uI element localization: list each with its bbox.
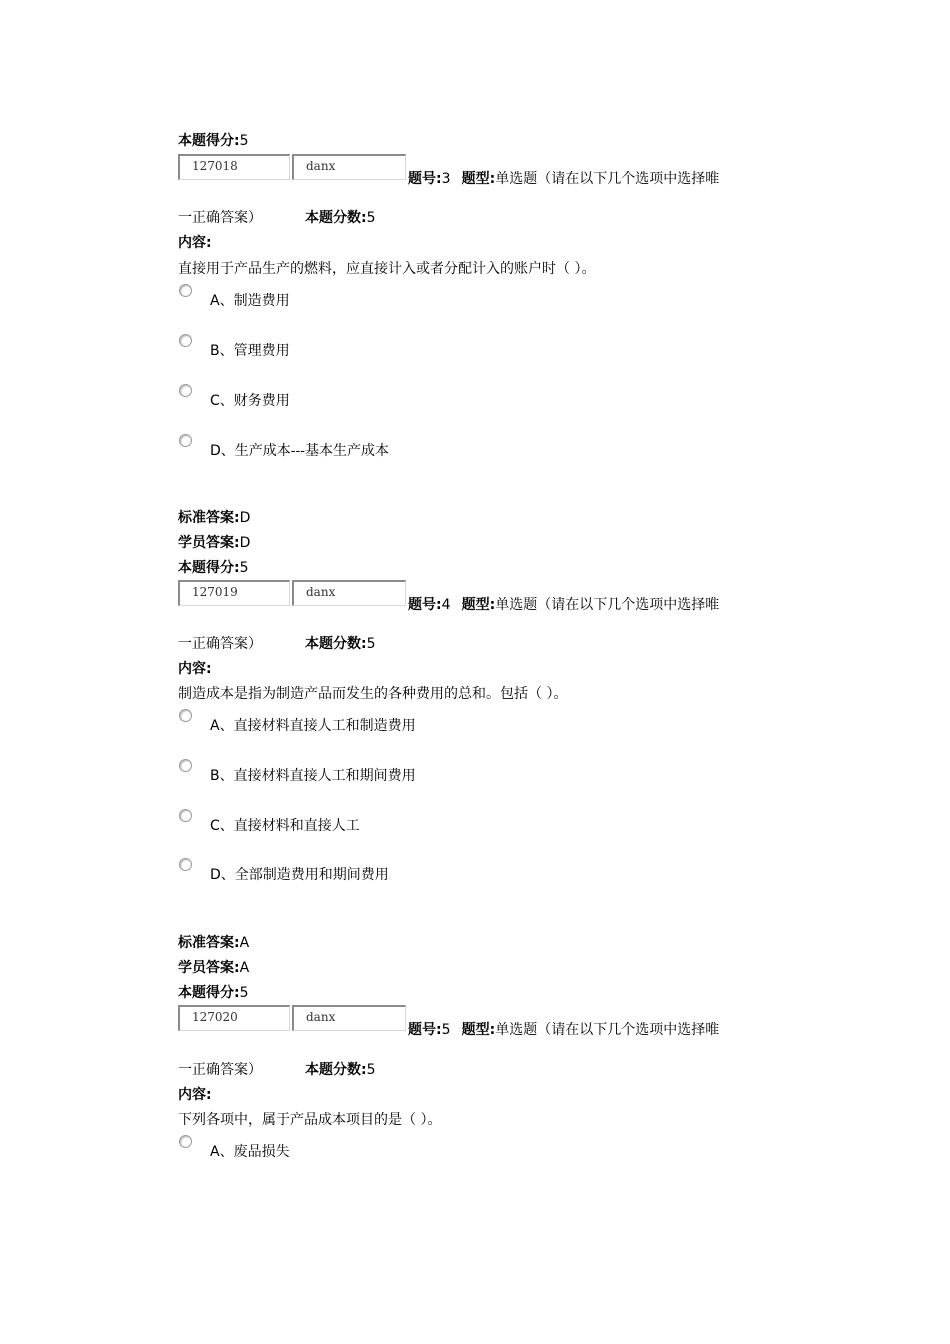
option-a [210,715,416,735]
option-letter: C、 [210,393,234,409]
question-points [305,207,376,227]
question-points-label: 本题分数: [305,1062,367,1078]
option-text: 直接材料直接人工和期间费用 [233,768,416,784]
student-answer-value: D [239,535,251,551]
question-content: 直接用于产品生产的燃料，应直接计入或者分配计入的账户时（ ）。 [178,261,596,277]
question-header [408,168,719,188]
question-no-value: 5 [441,1022,451,1038]
option-text: 管理费用 [233,343,290,359]
question-points-label: 本题分数: [305,636,367,652]
student-answer-value: A [239,960,250,976]
question-score [178,557,249,577]
student-answer [178,532,250,552]
question-header [408,594,719,614]
option-text: 直接材料直接人工和制造费用 [233,718,416,734]
question-no-value: 3 [441,171,451,187]
question-header-cont [178,207,262,227]
question-no-value: 4 [441,597,451,613]
radio-option-c[interactable] [179,809,192,822]
option-text: 生产成本---基本生产成本 [234,443,389,459]
option-letter: B、 [210,343,234,359]
standard-answer [178,507,250,527]
option-text: 直接材料和直接人工 [233,818,360,834]
question-type-text-cont: 一正确答案） [178,1062,262,1078]
question-header-cont [178,1059,262,1079]
question-no-label: 题号: [408,171,442,187]
question-id-field[interactable]: 127020 [178,1005,290,1031]
student-answer-label: 学员答案: [178,960,240,976]
standard-answer-value: A [239,935,250,951]
option-letter: C、 [210,818,234,834]
radio-option-a[interactable] [179,1135,192,1148]
score-label: 本题得分: [178,133,240,149]
question-id-field[interactable]: 127019 [178,580,290,606]
standard-answer [178,932,249,952]
question-points-value: 5 [366,636,376,652]
student-answer [178,957,249,977]
question-score-value: 5 [239,560,249,576]
question-type-field[interactable]: danx [292,154,406,180]
score-line [178,130,249,150]
question-header [408,1019,719,1039]
radio-option-b[interactable] [179,334,192,347]
question-points [305,1059,376,1079]
question-content: 下列各项中，属于产品成本项目的是（ ）。 [178,1112,442,1128]
option-text: 财务费用 [233,393,290,409]
option-letter: A、 [210,718,234,734]
question-type-text: 单选题（请在以下几个选项中选择唯 [495,597,720,613]
standard-answer-value: D [239,510,251,526]
question-no-label: 题号: [408,597,442,613]
radio-option-b[interactable] [179,759,192,772]
question-type-field[interactable]: danx [292,580,406,606]
radio-option-d[interactable] [179,434,192,447]
question-points-value: 5 [366,1062,376,1078]
question-type-text: 单选题（请在以下几个选项中选择唯 [495,1022,720,1038]
question-header-cont [178,633,262,653]
option-text: 废品损失 [233,1144,290,1160]
content-label: 内容: [178,1087,212,1103]
option-b [210,340,290,360]
question-type-label: 题型: [461,1022,496,1038]
radio-option-a[interactable] [179,709,192,722]
question-no-label: 题号: [408,1022,442,1038]
question-id-field[interactable]: 127018 [178,154,290,180]
option-d [210,440,389,460]
score-value: 5 [239,133,249,149]
standard-answer-label: 标准答案: [178,510,240,526]
question-content: 制造成本是指为制造产品而发生的各种费用的总和。包括（ ）。 [178,686,568,702]
question-points [305,633,376,653]
question-score-label: 本题得分: [178,985,240,1001]
option-a [210,290,290,310]
option-d [210,864,389,884]
question-type-field[interactable]: danx [292,1005,406,1031]
question-points-value: 5 [366,210,376,226]
option-a [210,1141,290,1161]
question-score-value: 5 [239,985,249,1001]
student-answer-label: 学员答案: [178,535,240,551]
option-c [210,815,360,835]
radio-option-d[interactable] [179,858,192,871]
question-type-label: 题型: [461,597,496,613]
question-type-text-cont: 一正确答案） [178,210,262,226]
question-score-label: 本题得分: [178,560,240,576]
option-letter: A、 [210,293,234,309]
option-text: 制造费用 [233,293,290,309]
radio-option-c[interactable] [179,384,192,397]
option-b [210,765,416,785]
option-text: 全部制造费用和期间费用 [234,867,389,883]
option-letter: B、 [210,768,234,784]
question-type-text-cont: 一正确答案） [178,636,262,652]
option-letter: D、 [210,443,235,459]
radio-option-a[interactable] [179,284,192,297]
question-type-text: 单选题（请在以下几个选项中选择唯 [495,171,720,187]
standard-answer-label: 标准答案: [178,935,240,951]
question-type-label: 题型: [461,171,496,187]
question-points-label: 本题分数: [305,210,367,226]
content-label: 内容: [178,661,212,677]
content-label: 内容: [178,235,212,251]
question-score [178,982,249,1002]
option-c [210,390,290,410]
option-letter: D、 [210,867,235,883]
option-letter: A、 [210,1144,234,1160]
